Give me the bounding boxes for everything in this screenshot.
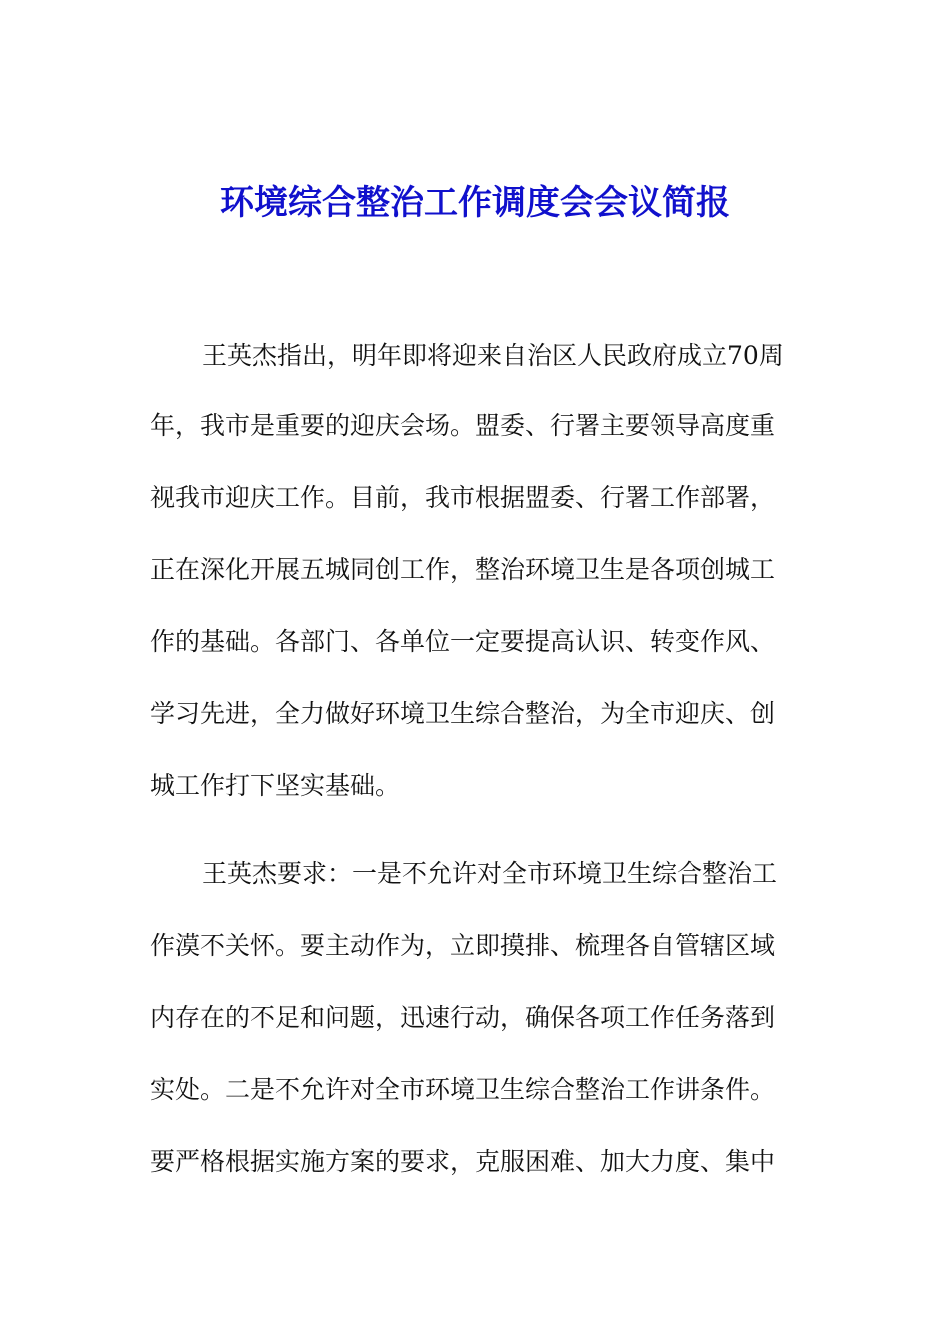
paragraph-1-line-3: 视我市迎庆工作。目前，我市根据盟委、行署工作部署，: [150, 483, 776, 512]
paragraph-1-line-1: 王英杰指出，明年即将迎来自治区人民政府成立70周: [202, 341, 784, 370]
paragraph-2-line-5: 要严格根据实施方案的要求，克服困难、加大力度、集中: [150, 1147, 776, 1176]
paragraph-1-line-4: 正在深化开展五城同创工作，整治环境卫生是各项创城工: [150, 555, 776, 584]
paragraph-2-line-4: 实处。二是不允许对全市环境卫生综合整治工作讲条件。: [150, 1075, 776, 1104]
paragraph-1-line-6: 学习先进，全力做好环境卫生综合整治，为全市迎庆、创: [150, 699, 776, 728]
paragraph-1-line-2: 年，我市是重要的迎庆会场。盟委、行署主要领导高度重: [150, 411, 776, 440]
paragraph-1-line-5: 作的基础。各部门、各单位一定要提高认识、转变作风、: [150, 627, 776, 656]
paragraph-2-line-1: 王英杰要求：一是不允许对全市环境卫生综合整治工: [202, 859, 778, 888]
paragraph-1-line-7: 城工作打下坚实基础。: [150, 771, 401, 800]
document-title: 环境综合整治工作调度会会议简报: [220, 183, 730, 223]
paragraph-2-line-2: 作漠不关怀。要主动作为，立即摸排、梳理各自管辖区域: [150, 931, 776, 960]
paragraph-2-line-3: 内存在的不足和问题，迅速行动，确保各项工作任务落到: [150, 1003, 776, 1032]
